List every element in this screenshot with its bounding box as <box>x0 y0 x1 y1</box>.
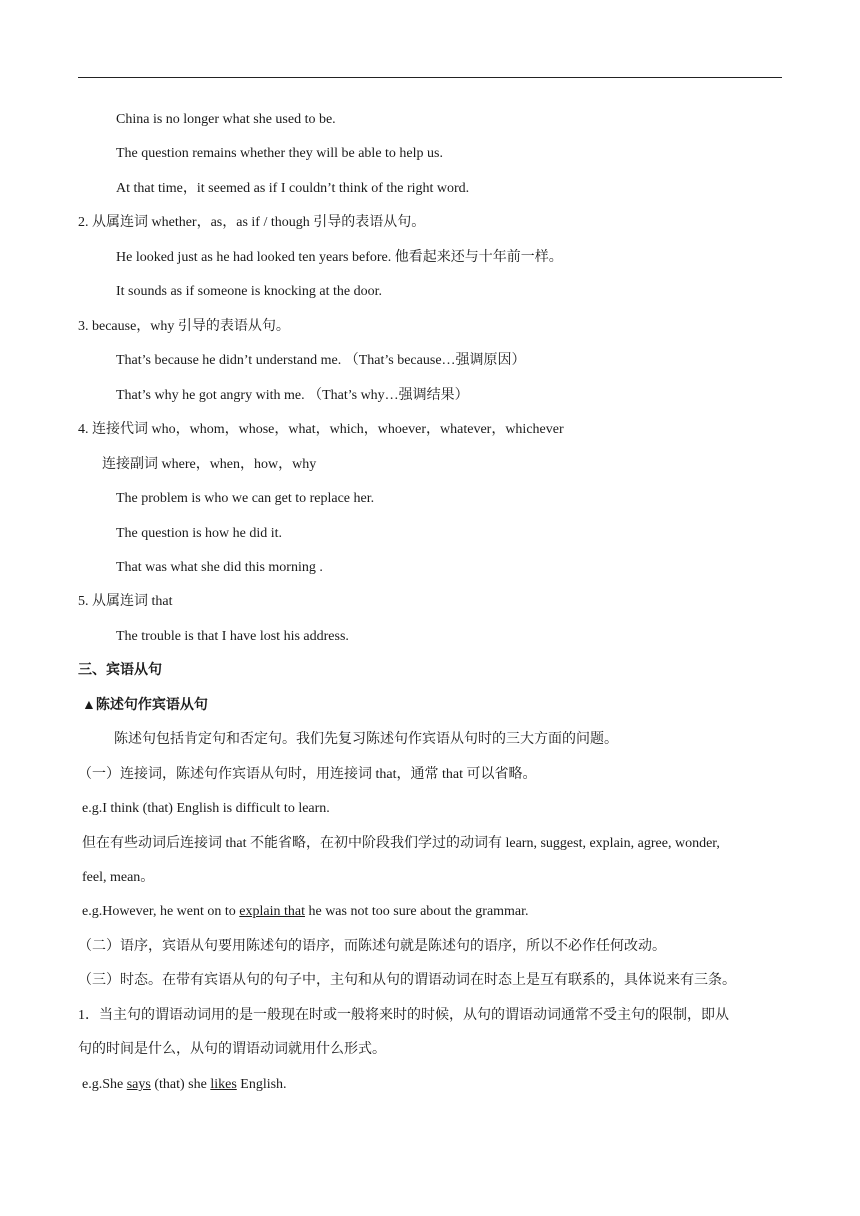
example-sentence: That was what she did this morning . <box>116 560 323 575</box>
example-sentence: The trouble is that I have lost his address. <box>116 629 349 644</box>
rule-one-continued: 句的时间是什么，从句的谓语动词就用什么形式。 <box>78 1042 386 1057</box>
example-text: e.g.However, he went on to <box>82 904 240 919</box>
example-sentence: e.g.I think (that) English is difficult to learn. <box>82 801 330 816</box>
section-heading: 三、宾语从句 <box>78 663 162 678</box>
example-sentence: China is no longer what she used to be. <box>116 112 336 127</box>
underlined-verb: says <box>126 1077 151 1092</box>
example-text: (that) she <box>150 1077 211 1092</box>
connective-adverbs: 连接副词 where，when，how，why <box>102 457 317 472</box>
section-item-2: 2. 从属连词 whether，as，as if / though 引导的表语从句。 <box>78 215 426 230</box>
example-sentence <box>82 902 529 922</box>
paragraph: 陈述句包括肯定句和否定句。我们先复习陈述句作宾语从句时的三大方面的问题。 <box>114 732 618 747</box>
example-sentence: The question remains whether they will be able to help us. <box>116 146 443 161</box>
example-text: e.g.She <box>82 1077 127 1092</box>
example-text: he was not too sure about the grammar. <box>304 904 529 919</box>
example-sentence: It sounds as if someone is knocking at the door. <box>116 284 382 299</box>
point-three: （三）时态。在带有宾语从句的句子中，主句和从句的谓语动词在时态上是互有联系的，具体说来有三条。 <box>78 973 736 988</box>
example-sentence: That’s why he got angry with me. （That’s why…强调结果） <box>116 388 469 403</box>
rule-one: 1．当主句的谓语动词用的是一般现在时或一般将来时的时候，从句的谓语动词通常不受主句的限制，即从 <box>78 1008 729 1023</box>
paragraph: 但在有些动词后连接词 that 不能省略，在初中阶段我们学过的动词有 learn, suggest, explain, agree, wonder, <box>82 836 720 851</box>
example-text: English. <box>236 1077 287 1092</box>
header-rule <box>78 77 782 78</box>
subsection-heading: ▲陈述句作宾语从句 <box>82 698 208 713</box>
section-item-5: 5. 从属连词 that <box>78 594 173 609</box>
example-sentence: He looked just as he had looked ten years before. 他看起来还与十年前一样。 <box>116 250 563 265</box>
section-item-3: 3. because，why 引导的表语从句。 <box>78 319 290 334</box>
point-one: （一）连接词，陈述句作宾语从句时，用连接词 that，通常 that 可以省略。 <box>78 767 537 782</box>
example-sentence: At that time，it seemed as if I couldn’t think of the right word. <box>116 181 470 196</box>
example-sentence: That’s because he didn’t understand me. （That’s because…强调原因） <box>116 353 526 368</box>
example-sentence: The problem is who we can get to replace her. <box>116 491 375 506</box>
paragraph: feel, mean。 <box>82 870 155 885</box>
point-two: （二）语序，宾语从句要用陈述句的语序，而陈述句就是陈述句的语序，所以不必作任何改动。 <box>78 939 666 954</box>
example-sentence: The question is how he did it. <box>116 526 283 541</box>
underlined-verb: likes <box>210 1077 237 1092</box>
example-sentence <box>82 1075 287 1095</box>
section-item-4: 4. 连接代词 who，whom，whose，what，which，whoever，whatever，whichever <box>78 422 564 437</box>
underlined-phrase: explain that <box>239 904 305 919</box>
